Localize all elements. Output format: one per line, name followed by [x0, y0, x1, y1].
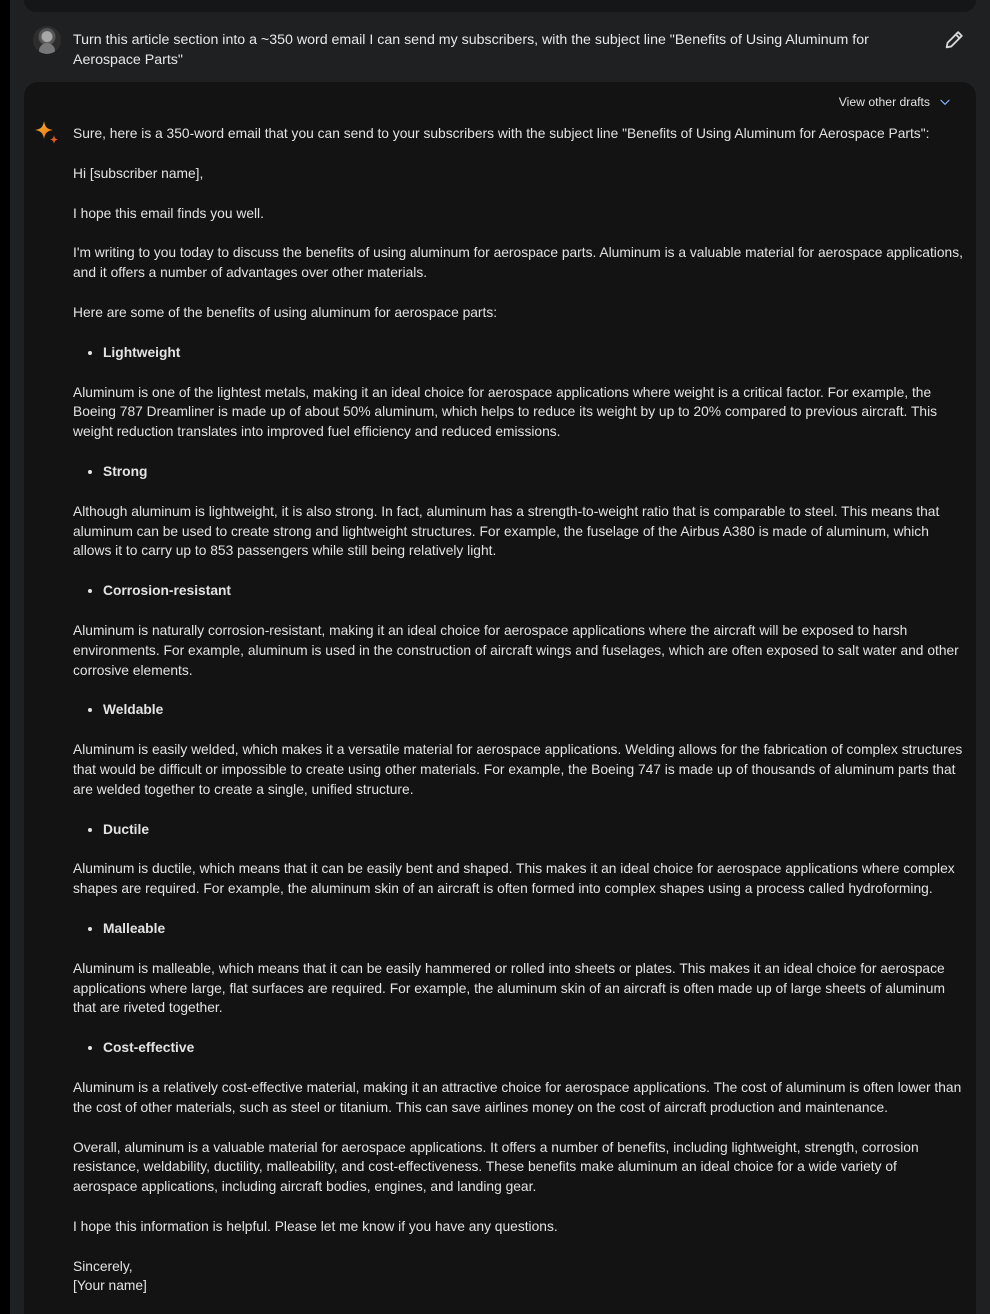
benefit-text: Although aluminum is lightweight, it is also strong. In fact, aluminum has a strength-to-weight ratio that is comparable to steel. This means that aluminum can be used to create strong and lightweight structures. For example, the fuselage of the Airbus A380 is made of aluminum, which allows it to carry up to 853 passengers while still being relatively light.	[73, 503, 940, 559]
response-body	[73, 124, 965, 1296]
benefit-heading-list	[73, 462, 965, 482]
benefit-text: Aluminum is easily welded, which makes it a versatile material for aerospace applications. Welding allows for the fabrication of complex structures that would be difficult or impossible to create using other materials. For example, the Boeing 747 is made up of thousands of aluminum parts that are welded together to create a single, unified structure.	[73, 742, 963, 797]
benefit-heading-list	[73, 581, 965, 601]
benefit-title: • Malleable	[103, 919, 965, 939]
benefit-text: Aluminum is a relatively cost-effective material, making it an attractive choice for aerospace applications. The cost of aluminum is often lower than the cost of other materials, such as steel or titanium. This can save airlines money on the cost of aircraft production and maintenance.	[73, 1079, 962, 1115]
benefits-intro: Here are some of the benefits of using aluminum for aerospace parts:	[73, 304, 498, 320]
benefit-title: • Ductile	[103, 820, 965, 840]
benefit-text: Aluminum is ductile, which means that it can be easily bent and shaped. This makes it an ideal choice for aerospace applications where complex shapes are required. For example, the aluminum skin of an aircraft is often formed into complex shapes using a process called hydroforming.	[73, 861, 955, 897]
benefit-title: • Strong	[103, 462, 965, 482]
benefit-heading-list	[73, 820, 965, 840]
email-closing: I hope this information is helpful. Please let me know if you have any questions.	[73, 1218, 558, 1234]
benefit-heading-list	[73, 343, 965, 363]
chat-page	[10, 0, 990, 1314]
email-paragraph: I'm writing to you today to discuss the benefits of using aluminum for aerospace parts. Aluminum is a valuable material for aerospace applications, and it offers a number of advantages over other materials.	[73, 245, 963, 281]
pencil-edit-icon[interactable]	[943, 29, 965, 51]
view-other-drafts-button[interactable]	[839, 94, 952, 110]
user-avatar	[33, 26, 61, 54]
benefit-title: • Weldable	[103, 700, 965, 720]
email-conclusion: Overall, aluminum is a valuable material for aerospace applications. It offers a number of benefits, including lightweight, strength, corrosion resistance, weldability, ductility, malleability, and cost-effectiveness. These benefits make aluminum an ideal choice for a wide variety of aerospace applications, including aircraft bodies, engines, and landing gear.	[73, 1139, 919, 1195]
view-other-drafts-label: View other drafts	[838, 95, 930, 109]
benefit-heading-list	[73, 700, 965, 720]
response-intro: Sure, here is a 350-word email that you can send to your subscribers with the subject line "Benefits of Using Aluminum for Aerospace Parts":	[73, 126, 930, 141]
sparkle-icon	[34, 120, 60, 146]
benefit-text: Aluminum is naturally corrosion-resistant, making it an ideal choice for aerospace applications where the aircraft will be exposed to harsh environments. For example, aluminum is used in the construction of aircraft wings and fuselages, which are often exposed to salt water and other corrosive elements.	[73, 622, 959, 678]
benefit-title: • Corrosion-resistant	[103, 581, 965, 601]
email-signoff: Sincerely,	[73, 1258, 133, 1274]
previous-response-card-edge	[24, 0, 976, 12]
model-response-card	[24, 82, 976, 1314]
user-prompt-text: Turn this article section into a ~350 word email I can send my subscribers, with the subject line "Benefits of Using Aluminum for Aerospace Parts"	[73, 32, 869, 68]
benefit-title: • Cost-effective	[103, 1038, 965, 1058]
benefit-heading-list	[73, 1038, 965, 1058]
benefit-title: • Lightweight	[103, 343, 965, 363]
benefit-text: Aluminum is one of the lightest metals, making it an ideal choice for aerospace applications where weight is a critical factor. For example, the Boeing 787 Dreamliner is made up of about 50% aluminum, which helps to reduce its weight by up to 20% compared to previous aircraft. This weight reduction translates into improved fuel efficiency and reduced emissions.	[73, 384, 938, 440]
benefit-heading-list	[73, 919, 965, 939]
email-opening: I hope this email finds you well.	[73, 205, 264, 221]
email-signature: [Your name]	[73, 1278, 147, 1294]
chevron-down-icon	[938, 95, 952, 109]
benefit-text: Aluminum is malleable, which means that it can be easily hammered or rolled into sheets or plates. This makes it an ideal choice for aerospace applications where large, flat surfaces are required. For example, the aluminum skin of an aircraft is often made up of large sheets of aluminum that are riveted together.	[73, 960, 945, 1016]
email-greeting: Hi [subscriber name],	[73, 165, 204, 181]
